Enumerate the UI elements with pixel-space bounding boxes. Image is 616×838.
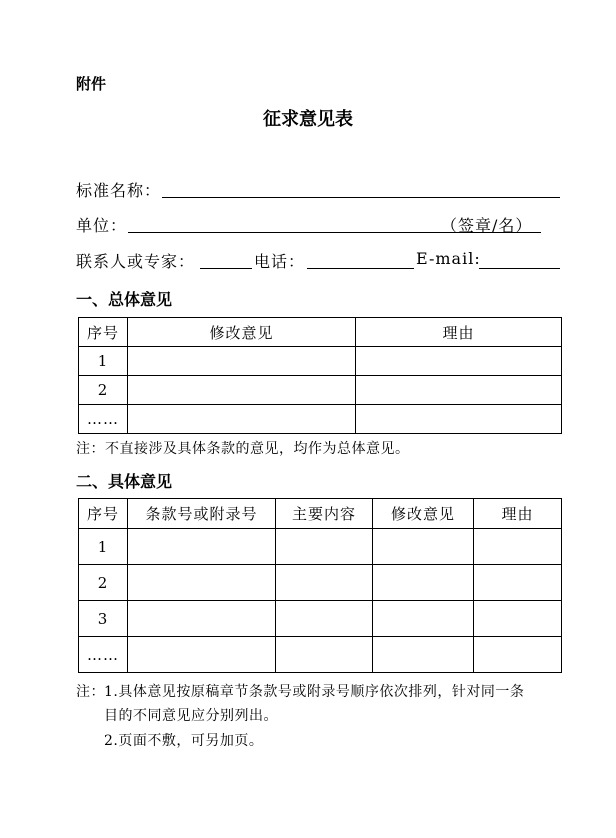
seal-hint: （签章/名） bbox=[441, 216, 533, 235]
reason-cell[interactable] bbox=[474, 529, 562, 565]
row-index: 2 bbox=[79, 565, 128, 601]
revision-cell[interactable] bbox=[373, 529, 474, 565]
email-field[interactable] bbox=[479, 268, 560, 269]
table-row bbox=[79, 405, 562, 434]
row-index: …… bbox=[79, 405, 128, 434]
revision-cell[interactable] bbox=[373, 637, 474, 673]
standard-name-field[interactable] bbox=[162, 197, 560, 198]
table-row bbox=[79, 601, 562, 637]
specific-note-2: 2.页面不敷，可另加页。 bbox=[104, 733, 264, 749]
clause-cell[interactable] bbox=[128, 601, 276, 637]
row-index: 3 bbox=[79, 601, 128, 637]
row-index: …… bbox=[79, 637, 128, 673]
specific-comments-table bbox=[78, 498, 562, 673]
content-cell[interactable] bbox=[276, 565, 373, 601]
revision-cell[interactable] bbox=[373, 601, 474, 637]
reason-cell[interactable] bbox=[356, 376, 562, 405]
page-title: 征求意见表 bbox=[263, 109, 353, 130]
section-specific-heading: 二、具体意见 bbox=[76, 472, 173, 491]
content-cell[interactable] bbox=[276, 637, 373, 673]
revision-cell[interactable] bbox=[373, 565, 474, 601]
section-general-heading: 一、总体意见 bbox=[76, 290, 173, 309]
phone-label: 电话： bbox=[254, 252, 306, 271]
row-index: 1 bbox=[79, 529, 128, 565]
specific-note-1-line-1: 1.具体意见按原稿章节条款号或附录号顺序依次排列，针对同一条 bbox=[104, 684, 525, 700]
clause-cell[interactable] bbox=[128, 565, 276, 601]
header-cell-revision: 修改意见 bbox=[128, 318, 356, 347]
row-index: 2 bbox=[79, 376, 128, 405]
header-cell-reason: 理由 bbox=[474, 499, 562, 529]
contact-field[interactable] bbox=[200, 268, 252, 269]
header-cell-revision: 修改意见 bbox=[373, 499, 474, 529]
contact-label: 联系人或专家： bbox=[76, 252, 196, 271]
header-cell-index: 序号 bbox=[79, 318, 128, 347]
unit-label: 单位： bbox=[76, 216, 128, 235]
clause-cell[interactable] bbox=[128, 637, 276, 673]
header-cell-content: 主要内容 bbox=[276, 499, 373, 529]
standard-name-label: 标准名称： bbox=[76, 181, 162, 200]
content-cell[interactable] bbox=[276, 529, 373, 565]
table-row bbox=[79, 347, 562, 376]
revision-cell[interactable] bbox=[128, 376, 356, 405]
table-header-row bbox=[79, 318, 562, 347]
clause-cell[interactable] bbox=[128, 529, 276, 565]
specific-note-prefix: 注： bbox=[76, 684, 105, 700]
email-label: E-mail: bbox=[416, 249, 481, 268]
general-comments-table bbox=[78, 317, 562, 434]
table-row bbox=[79, 565, 562, 601]
reason-cell[interactable] bbox=[474, 601, 562, 637]
reason-cell[interactable] bbox=[356, 347, 562, 376]
header-cell-reason: 理由 bbox=[356, 318, 562, 347]
header-cell-index: 序号 bbox=[79, 499, 128, 529]
reason-cell[interactable] bbox=[474, 565, 562, 601]
header-cell-clause: 条款号或附录号 bbox=[128, 499, 276, 529]
reason-cell[interactable] bbox=[356, 405, 562, 434]
table-row bbox=[79, 376, 562, 405]
table-row bbox=[79, 529, 562, 565]
revision-cell[interactable] bbox=[128, 405, 356, 434]
attachment-label: 附件 bbox=[76, 75, 107, 93]
row-index: 1 bbox=[79, 347, 128, 376]
reason-cell[interactable] bbox=[474, 637, 562, 673]
table-header-row bbox=[79, 499, 562, 529]
general-note: 注：不直接涉及具体条款的意见，均作为总体意见。 bbox=[76, 441, 410, 457]
phone-field[interactable] bbox=[307, 268, 414, 269]
table-row bbox=[79, 637, 562, 673]
revision-cell[interactable] bbox=[128, 347, 356, 376]
content-cell[interactable] bbox=[276, 601, 373, 637]
specific-note-1-line-2: 目的不同意见应分别列出。 bbox=[104, 708, 278, 724]
